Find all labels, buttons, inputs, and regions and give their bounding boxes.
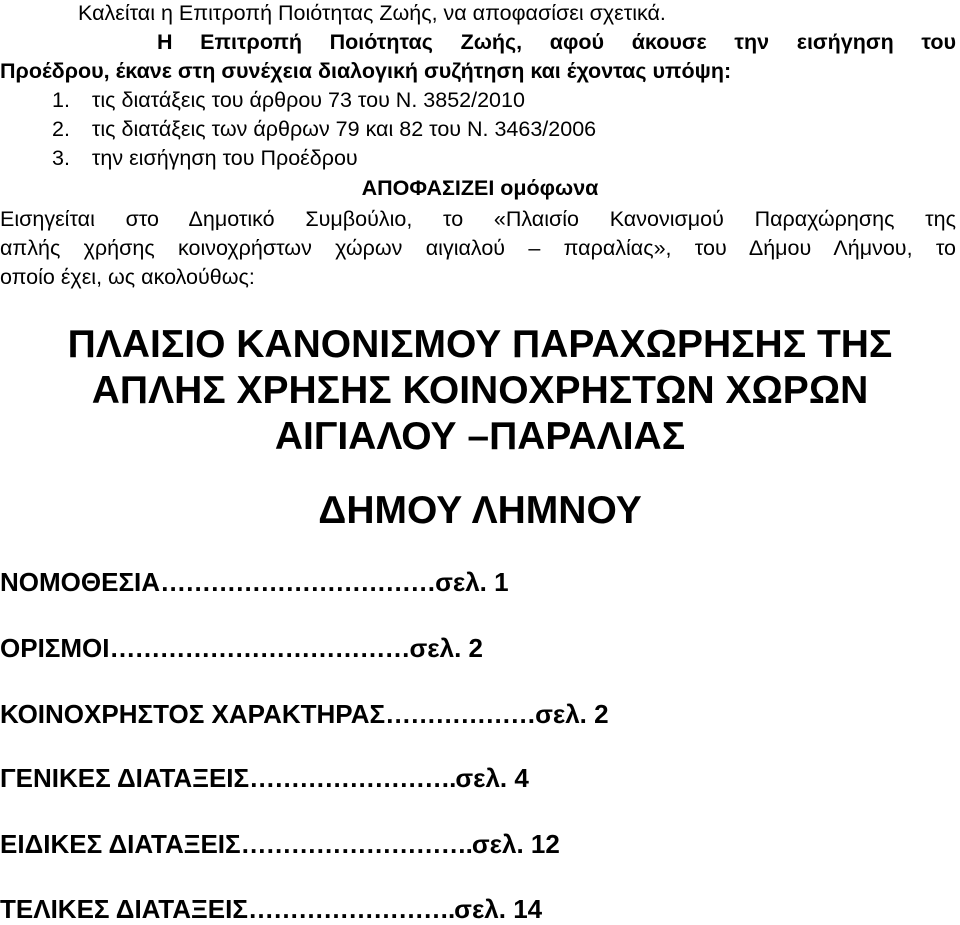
toc-entry [0,632,483,664]
toc-label: ΤΕΛΙΚΕΣ ΔΙΑΤΑΞΕΙΣ [0,894,248,924]
toc-page: σελ. 2 [409,633,483,663]
decision-line-3: οποίο έχει, ως ακολούθως: [0,265,255,289]
toc-leader-dots: ……………………. [247,894,455,924]
toc-leader-dots: …………………………… [160,567,436,597]
main-title-line-2: ΑΠΛΗΣ ΧΡΗΣΗΣ ΚΟΙΝΟΧΡΗΣΤΩΝ ΧΩΡΩΝ [91,369,869,412]
toc-leader-dots: ……………… [385,699,536,729]
consideration-text: τις διατάξεις του άρθρου 73 του Ν. 3852/2010 [91,88,525,112]
main-title-line-3: ΑΙΓΙΑΛΟΥ –ΠΑΡΑΛΙΑΣ [274,415,686,458]
consideration-text: τις διατάξεις των άρθρων 79 και 82 του Ν. 3463/2006 [91,117,597,141]
toc-entry [0,762,529,794]
toc-leader-dots: ………………………. [240,829,472,859]
intro-line-2: Η Επιτροπή Ποιότητας Ζωής, αφού άκουσε την εισήγηση του [157,30,956,54]
toc-page: σελ. 12 [471,829,560,859]
decision-heading: ΑΠΟΦΑΣΙΖΕΙ ομόφωνα [361,176,599,200]
consideration-number: 2. [52,117,70,141]
toc-leader-dots: ……………………………… [109,633,410,663]
consideration-item [52,116,596,142]
consideration-item [52,87,525,113]
toc-label: ΟΡΙΣΜΟΙ [0,633,110,663]
toc-entry [0,828,560,860]
toc-page: σελ. 4 [455,763,529,793]
toc-label: ΝΟΜΟΘΕΣΙΑ [0,567,161,597]
decision-line-2: απλής χρήσης κοινοχρήστων χώρων αιγιαλού – παραλίας», του Δήμου Λήμνου, το [0,236,956,260]
toc-page: σελ. 14 [454,894,543,924]
toc-entry [0,893,542,925]
toc-entry [0,698,609,730]
consideration-number: 1. [52,88,70,112]
toc-label: ΓΕΝΙΚΕΣ ΔΙΑΤΑΞΕΙΣ [0,763,250,793]
toc-label: ΚΟΙΝΟΧΡΗΣΤΟΣ ΧΑΡΑΚΤΗΡΑΣ [0,699,386,729]
toc-page: σελ. 2 [535,699,609,729]
consideration-number: 3. [52,146,70,170]
intro-line-1: Καλείται η Επιτροπή Ποιότητας Ζωής, να αποφασίσει σχετικά. [78,1,666,25]
decision-line-1: Εισηγείται στο Δημοτικό Συμβούλιο, το «Πλαισίο Κανονισμού Παραχώρησης της [0,207,956,231]
toc-page: σελ. 1 [435,567,509,597]
main-title-line-1: ΠΛΑΙΣΙΟ ΚΑΝΟΝΙΣΜΟΥ ΠΑΡΑΧΩΡΗΣΗΣ ΤΗΣ [67,323,893,366]
main-title-municipality: ΔΗΜΟΥ ΛΗΜΝΟΥ [318,489,642,532]
toc-label: ΕΙΔΙΚΕΣ ΔΙΑΤΑΞΕΙΣ [0,829,241,859]
toc-entry [0,566,509,598]
consideration-text: την εισήγηση του Προέδρου [91,146,358,170]
toc-leader-dots: ……………………. [249,763,456,793]
consideration-item [52,145,358,171]
intro-line-3: Προέδρου, έκανε στη συνέχεια διαλογική συζήτηση και έχοντας υπόψη: [0,59,732,83]
